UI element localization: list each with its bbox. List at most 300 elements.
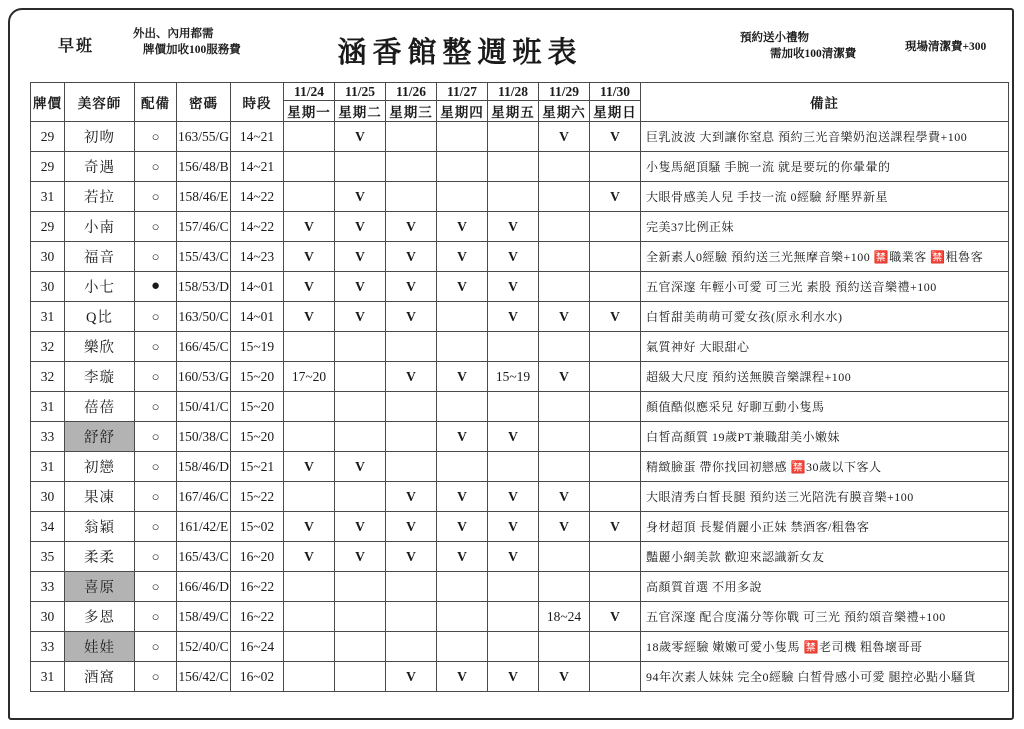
day-cell-2: [386, 392, 437, 422]
day-cell-5: [539, 242, 590, 272]
equipment-open-circle-icon: ○: [135, 392, 177, 422]
day-cell-4: V: [488, 482, 539, 512]
code-cell: 152/40/C: [177, 632, 231, 662]
day-cell-2: V: [386, 302, 437, 332]
day-cell-1: [335, 602, 386, 632]
table-row: [31, 362, 1009, 392]
code-cell: 163/50/C: [177, 302, 231, 332]
day-cell-5: V: [539, 362, 590, 392]
col-header-4: 時段: [231, 83, 284, 122]
remark-cell: 大眼清秀白皙長腿 預約送三光陪洗有膜音樂+100: [641, 482, 1009, 512]
day-cell-3: [437, 452, 488, 482]
time-slot-cell: 14~22: [231, 212, 284, 242]
day-cell-2: [386, 152, 437, 182]
col-header-3: 密碼: [177, 83, 231, 122]
day-cell-4: [488, 152, 539, 182]
price-cell: 31: [31, 662, 65, 692]
day-cell-0: V: [284, 512, 335, 542]
time-slot-cell: 14~22: [231, 182, 284, 212]
remark-cell: 氣質神好 大眼甜心: [641, 332, 1009, 362]
table-header: [31, 83, 1009, 122]
day-cell-0: V: [284, 212, 335, 242]
day-cell-0: [284, 662, 335, 692]
table-row: [31, 512, 1009, 542]
day-cell-1: [335, 422, 386, 452]
day-cell-1: [335, 572, 386, 602]
day-cell-6: [590, 362, 641, 392]
day-cell-2: [386, 422, 437, 452]
artist-name-cell: 果凍: [65, 482, 135, 512]
day-cell-4: V: [488, 212, 539, 242]
table-body: [31, 122, 1009, 692]
day-cell-3: [437, 182, 488, 212]
weekday-header-1: 星期二: [335, 101, 386, 122]
day-cell-4: [488, 182, 539, 212]
day-cell-1: V: [335, 542, 386, 572]
code-cell: 155/43/C: [177, 242, 231, 272]
day-cell-1: V: [335, 122, 386, 152]
table-row: [31, 332, 1009, 362]
day-cell-4: [488, 392, 539, 422]
day-cell-6: [590, 632, 641, 662]
artist-name-cell: 蓓蓓: [65, 392, 135, 422]
day-cell-4: V: [488, 422, 539, 452]
day-cell-6: V: [590, 182, 641, 212]
artist-name-cell: 小七: [65, 272, 135, 302]
day-cell-5: V: [539, 122, 590, 152]
price-cell: 34: [31, 512, 65, 542]
day-cell-0: [284, 332, 335, 362]
remark-cell: 五官深邃 配合度滿分等你戰 可三光 預約頌音樂禮+100: [641, 602, 1009, 632]
code-cell: 150/41/C: [177, 392, 231, 422]
price-cell: 30: [31, 242, 65, 272]
day-cell-1: V: [335, 212, 386, 242]
day-cell-5: [539, 212, 590, 242]
remark-cell: 豔麗小網美款 歡迎來認識新女友: [641, 542, 1009, 572]
day-cell-5: [539, 422, 590, 452]
day-cell-4: 15~19: [488, 362, 539, 392]
time-slot-cell: 14~01: [231, 302, 284, 332]
equipment-open-circle-icon: ○: [135, 302, 177, 332]
day-cell-5: [539, 182, 590, 212]
artist-name-cell: 李璇: [65, 362, 135, 392]
remark-cell: 顏值酷似應采兒 好聊互動小隻馬: [641, 392, 1009, 422]
artist-name-cell: 柔柔: [65, 542, 135, 572]
time-slot-cell: 16~20: [231, 542, 284, 572]
day-cell-6: [590, 272, 641, 302]
equipment-open-circle-icon: ○: [135, 122, 177, 152]
remark-cell: 小隻馬絕頂騷 手腕一流 就是要玩的你暈暈的: [641, 152, 1009, 182]
day-cell-6: [590, 482, 641, 512]
day-cell-2: V: [386, 272, 437, 302]
date-header-3: 11/27: [437, 83, 488, 101]
code-cell: 163/55/G: [177, 122, 231, 152]
date-header-0: 11/24: [284, 83, 335, 101]
code-cell: 158/53/D: [177, 272, 231, 302]
day-cell-6: V: [590, 122, 641, 152]
day-cell-4: [488, 572, 539, 602]
time-slot-cell: 14~21: [231, 122, 284, 152]
code-cell: 167/46/C: [177, 482, 231, 512]
weekday-header-5: 星期六: [539, 101, 590, 122]
day-cell-3: V: [437, 242, 488, 272]
day-cell-5: [539, 632, 590, 662]
day-cell-2: [386, 572, 437, 602]
remark-cell: 巨乳波波 大到讓你窒息 預約三光音樂奶泡送課程學費+100: [641, 122, 1009, 152]
day-cell-2: [386, 632, 437, 662]
day-cell-4: V: [488, 302, 539, 332]
day-cell-3: V: [437, 362, 488, 392]
page-title: 涵香館整週班表: [337, 37, 583, 69]
day-cell-2: V: [386, 362, 437, 392]
date-header-6: 11/30: [590, 83, 641, 101]
equipment-open-circle-icon: ○: [135, 482, 177, 512]
remark-cell: 大眼骨感美人兒 手技一流 0經驗 紓壓界新星: [641, 182, 1009, 212]
price-cell: 33: [31, 572, 65, 602]
day-cell-0: [284, 482, 335, 512]
remark-cell: 白皙高顏質 19歲PT兼職甜美小嫩妹: [641, 422, 1009, 452]
day-cell-3: V: [437, 662, 488, 692]
day-cell-4: [488, 332, 539, 362]
price-cell: 35: [31, 542, 65, 572]
day-cell-2: [386, 122, 437, 152]
table-row: [31, 452, 1009, 482]
day-cell-0: 17~20: [284, 362, 335, 392]
artist-name-cell: 初吻: [65, 122, 135, 152]
remark-cell: 高顏質首選 不用多說: [641, 572, 1009, 602]
time-slot-cell: 15~22: [231, 482, 284, 512]
time-slot-cell: 14~21: [231, 152, 284, 182]
day-cell-5: [539, 392, 590, 422]
day-cell-1: V: [335, 182, 386, 212]
day-cell-1: [335, 152, 386, 182]
left-note: [133, 26, 241, 58]
table-row: [31, 242, 1009, 272]
day-cell-1: V: [335, 452, 386, 482]
code-cell: 165/43/C: [177, 542, 231, 572]
day-cell-5: [539, 542, 590, 572]
price-cell: 33: [31, 632, 65, 662]
equipment-open-circle-icon: ○: [135, 572, 177, 602]
remark-cell: 五官深邃 年輕小可愛 可三光 素股 預約送音樂禮+100: [641, 272, 1009, 302]
left-note-line2: 牌價加收100服務費: [143, 44, 241, 56]
equipment-open-circle-icon: ○: [135, 332, 177, 362]
remark-cell: 94年次素人妹妹 完全0經驗 白皙骨感小可愛 腿控必點小騷貨: [641, 662, 1009, 692]
time-slot-cell: 16~22: [231, 572, 284, 602]
time-slot-cell: 15~19: [231, 332, 284, 362]
day-cell-1: [335, 632, 386, 662]
day-cell-3: [437, 122, 488, 152]
code-cell: 156/42/C: [177, 662, 231, 692]
code-cell: 160/53/G: [177, 362, 231, 392]
table-row: [31, 602, 1009, 632]
table-row: [31, 392, 1009, 422]
day-cell-5: 18~24: [539, 602, 590, 632]
day-cell-0: [284, 422, 335, 452]
day-cell-6: V: [590, 302, 641, 332]
day-cell-5: V: [539, 482, 590, 512]
day-cell-6: [590, 152, 641, 182]
day-cell-6: V: [590, 602, 641, 632]
day-cell-2: V: [386, 242, 437, 272]
sheet-header: [0, 0, 1024, 80]
artist-name-cell: 喜原: [65, 572, 135, 602]
weekday-header-3: 星期四: [437, 101, 488, 122]
day-cell-3: V: [437, 512, 488, 542]
day-cell-6: [590, 542, 641, 572]
weekday-header-2: 星期三: [386, 101, 437, 122]
remark-cell: 18歲零經驗 嫩嫩可愛小隻馬 🈲老司機 粗魯壞哥哥: [641, 632, 1009, 662]
day-cell-4: V: [488, 242, 539, 272]
artist-name-cell: 奇遇: [65, 152, 135, 182]
artist-name-cell: Q比: [65, 302, 135, 332]
day-cell-0: V: [284, 452, 335, 482]
day-cell-4: V: [488, 512, 539, 542]
date-header-2: 11/26: [386, 83, 437, 101]
col-header-1: 美容師: [65, 83, 135, 122]
table-row: [31, 212, 1009, 242]
day-cell-0: [284, 572, 335, 602]
right-note: [740, 30, 856, 62]
table-row: [31, 122, 1009, 152]
day-cell-5: [539, 152, 590, 182]
time-slot-cell: 14~01: [231, 272, 284, 302]
remark-cell: 全新素人0經驗 預約送三光無摩音樂+100 🈲職業客 🈲粗魯客: [641, 242, 1009, 272]
shift-label: 早班: [58, 38, 95, 55]
weekly-schedule-table-wrap: [30, 82, 1008, 692]
day-cell-6: [590, 662, 641, 692]
day-cell-6: [590, 332, 641, 362]
time-slot-cell: 15~20: [231, 422, 284, 452]
day-cell-4: [488, 452, 539, 482]
left-note-line1: 外出、內用都需: [133, 28, 214, 40]
weekday-header-4: 星期五: [488, 101, 539, 122]
table-row: [31, 572, 1009, 602]
day-cell-2: V: [386, 212, 437, 242]
day-cell-6: [590, 452, 641, 482]
day-cell-6: V: [590, 512, 641, 542]
date-header-5: 11/29: [539, 83, 590, 101]
remark-cell: 精緻臉蛋 帶你找回初戀感 🈲30歲以下客人: [641, 452, 1009, 482]
time-slot-cell: 15~02: [231, 512, 284, 542]
day-cell-2: [386, 182, 437, 212]
equipment-open-circle-icon: ○: [135, 632, 177, 662]
table-row: [31, 182, 1009, 212]
day-cell-1: V: [335, 272, 386, 302]
table-row: [31, 302, 1009, 332]
equipment-open-circle-icon: ○: [135, 602, 177, 632]
date-header-4: 11/28: [488, 83, 539, 101]
day-cell-2: V: [386, 662, 437, 692]
equipment-open-circle-icon: ○: [135, 542, 177, 572]
remark-cell: 白皙甜美萌萌可愛女孩(原永利水水): [641, 302, 1009, 332]
day-cell-2: V: [386, 482, 437, 512]
day-cell-0: [284, 602, 335, 632]
table-row: [31, 272, 1009, 302]
artist-name-cell: 舒舒: [65, 422, 135, 452]
time-slot-cell: 14~23: [231, 242, 284, 272]
onsite-fee-note: 現場清潔費+300: [905, 41, 987, 53]
day-cell-2: V: [386, 512, 437, 542]
day-cell-3: [437, 392, 488, 422]
day-cell-3: V: [437, 542, 488, 572]
day-cell-1: [335, 362, 386, 392]
equipment-filled-circle-icon: ●: [135, 272, 177, 302]
remark-cell: 身材超頂 長髮俏麗小正妹 禁酒客/粗魯客: [641, 512, 1009, 542]
day-cell-3: V: [437, 272, 488, 302]
equipment-open-circle-icon: ○: [135, 452, 177, 482]
day-cell-3: V: [437, 212, 488, 242]
table-row: [31, 542, 1009, 572]
artist-name-cell: 初戀: [65, 452, 135, 482]
day-cell-0: V: [284, 242, 335, 272]
price-cell: 30: [31, 272, 65, 302]
time-slot-cell: 16~02: [231, 662, 284, 692]
equipment-open-circle-icon: ○: [135, 422, 177, 452]
weekday-header-6: 星期日: [590, 101, 641, 122]
day-cell-5: V: [539, 512, 590, 542]
day-cell-4: [488, 122, 539, 152]
code-cell: 158/46/E: [177, 182, 231, 212]
day-cell-5: V: [539, 302, 590, 332]
code-cell: 161/42/E: [177, 512, 231, 542]
day-cell-0: [284, 392, 335, 422]
code-cell: 156/48/B: [177, 152, 231, 182]
price-cell: 29: [31, 122, 65, 152]
day-cell-4: V: [488, 272, 539, 302]
day-cell-1: V: [335, 242, 386, 272]
day-cell-3: [437, 152, 488, 182]
day-cell-6: [590, 242, 641, 272]
table-row: [31, 422, 1009, 452]
day-cell-1: [335, 332, 386, 362]
artist-name-cell: 小南: [65, 212, 135, 242]
code-cell: 158/49/C: [177, 602, 231, 632]
price-cell: 31: [31, 302, 65, 332]
price-cell: 31: [31, 452, 65, 482]
price-cell: 33: [31, 422, 65, 452]
price-cell: 30: [31, 602, 65, 632]
weekday-header-0: 星期一: [284, 101, 335, 122]
day-cell-5: [539, 452, 590, 482]
day-cell-0: V: [284, 542, 335, 572]
day-cell-4: [488, 602, 539, 632]
day-cell-5: V: [539, 662, 590, 692]
day-cell-6: [590, 422, 641, 452]
day-cell-2: [386, 452, 437, 482]
day-cell-4: [488, 632, 539, 662]
day-cell-0: [284, 122, 335, 152]
day-cell-2: [386, 602, 437, 632]
equipment-open-circle-icon: ○: [135, 182, 177, 212]
day-cell-2: V: [386, 542, 437, 572]
equipment-open-circle-icon: ○: [135, 512, 177, 542]
remark-cell: 超級大尺度 預約送無膜音樂課程+100: [641, 362, 1009, 392]
price-cell: 32: [31, 332, 65, 362]
time-slot-cell: 15~20: [231, 362, 284, 392]
day-cell-1: V: [335, 302, 386, 332]
day-cell-3: [437, 332, 488, 362]
day-cell-0: V: [284, 272, 335, 302]
day-cell-3: V: [437, 422, 488, 452]
table-row: [31, 482, 1009, 512]
day-cell-3: [437, 602, 488, 632]
day-cell-1: [335, 392, 386, 422]
artist-name-cell: 娃娃: [65, 632, 135, 662]
artist-name-cell: 樂欣: [65, 332, 135, 362]
day-cell-6: [590, 212, 641, 242]
day-cell-0: [284, 182, 335, 212]
day-cell-6: [590, 392, 641, 422]
artist-name-cell: 福音: [65, 242, 135, 272]
col-header-0: 牌價: [31, 83, 65, 122]
code-cell: 166/45/C: [177, 332, 231, 362]
remark-header: 備註: [641, 83, 1009, 122]
time-slot-cell: 16~22: [231, 602, 284, 632]
day-cell-6: [590, 572, 641, 602]
day-cell-5: [539, 272, 590, 302]
code-cell: 166/46/D: [177, 572, 231, 602]
price-cell: 30: [31, 482, 65, 512]
day-cell-0: [284, 152, 335, 182]
artist-name-cell: 翁穎: [65, 512, 135, 542]
code-cell: 158/46/D: [177, 452, 231, 482]
day-cell-3: [437, 302, 488, 332]
weekly-schedule-table: [30, 82, 1009, 692]
day-cell-1: [335, 662, 386, 692]
right-note-line2: 需加收100清潔費: [770, 48, 857, 60]
code-cell: 150/38/C: [177, 422, 231, 452]
equipment-open-circle-icon: ○: [135, 212, 177, 242]
col-header-2: 配備: [135, 83, 177, 122]
price-cell: 29: [31, 152, 65, 182]
day-cell-4: V: [488, 662, 539, 692]
equipment-open-circle-icon: ○: [135, 362, 177, 392]
price-cell: 29: [31, 212, 65, 242]
equipment-open-circle-icon: ○: [135, 662, 177, 692]
time-slot-cell: 15~21: [231, 452, 284, 482]
equipment-open-circle-icon: ○: [135, 152, 177, 182]
right-note-line1: 預約送小禮物: [740, 32, 809, 44]
remark-cell: 完美37比例正妹: [641, 212, 1009, 242]
price-cell: 31: [31, 182, 65, 212]
price-cell: 32: [31, 362, 65, 392]
price-cell: 31: [31, 392, 65, 422]
artist-name-cell: 若拉: [65, 182, 135, 212]
day-cell-5: [539, 572, 590, 602]
code-cell: 157/46/C: [177, 212, 231, 242]
day-cell-0: V: [284, 302, 335, 332]
artist-name-cell: 酒窩: [65, 662, 135, 692]
day-cell-5: [539, 332, 590, 362]
table-row: [31, 632, 1009, 662]
day-cell-2: [386, 332, 437, 362]
day-cell-3: [437, 632, 488, 662]
day-cell-0: [284, 632, 335, 662]
day-cell-1: [335, 482, 386, 512]
time-slot-cell: 15~20: [231, 392, 284, 422]
day-cell-3: V: [437, 482, 488, 512]
time-slot-cell: 16~24: [231, 632, 284, 662]
artist-name-cell: 多恩: [65, 602, 135, 632]
equipment-open-circle-icon: ○: [135, 242, 177, 272]
table-row: [31, 662, 1009, 692]
day-cell-3: [437, 572, 488, 602]
day-cell-4: V: [488, 542, 539, 572]
date-header-1: 11/25: [335, 83, 386, 101]
table-row: [31, 152, 1009, 182]
day-cell-1: V: [335, 512, 386, 542]
